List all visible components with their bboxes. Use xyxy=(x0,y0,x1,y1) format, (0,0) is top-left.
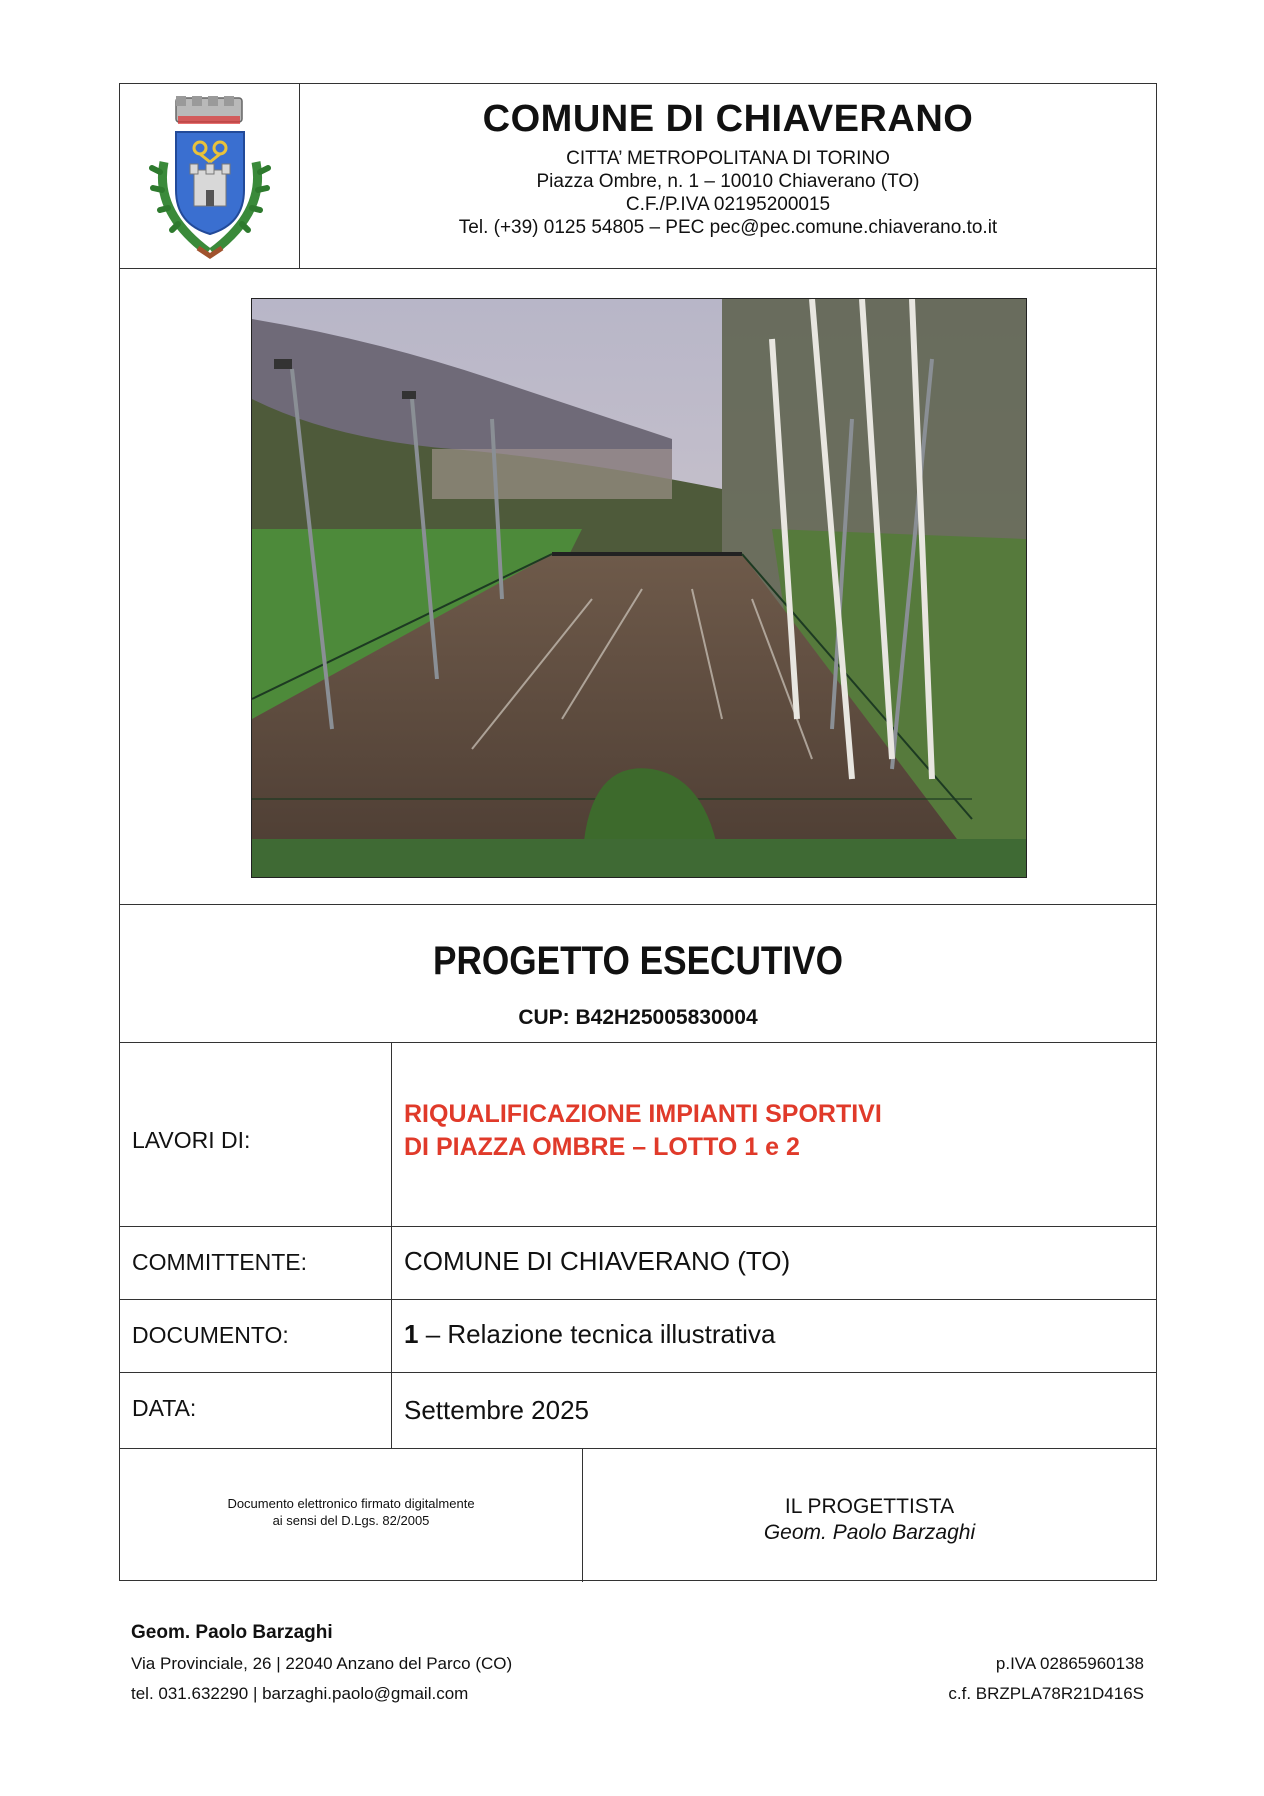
data-value: Settembre 2025 xyxy=(404,1395,590,1425)
documento-value-cell xyxy=(392,1300,1156,1372)
designer-cell xyxy=(583,1449,1156,1582)
designer-role: IL PROGETTISTA xyxy=(784,1495,955,1518)
header-row xyxy=(120,84,1156,268)
documento-label: DOCUMENTO: xyxy=(132,1322,289,1348)
documento-value xyxy=(404,1319,775,1350)
project-title: PROGETTO ESECUTIVO xyxy=(432,939,844,983)
documento-title: – Relazione tecnica illustrativa xyxy=(418,1319,776,1349)
signature-note-line-1: Documento elettronico firmato digitalmente xyxy=(227,1496,475,1511)
address-line: Piazza Ombre, n. 1 – 10010 Chiaverano (TO) xyxy=(536,171,920,192)
lavori-row xyxy=(120,1042,1156,1226)
signature-note-line-2: ai sensi del D.Lgs. 82/2005 xyxy=(272,1513,430,1528)
municipal-crest-icon xyxy=(148,92,272,260)
footer-contacts: tel. 031.632290 | barzaghi.paolo@gmail.com xyxy=(131,1684,469,1703)
data-value-cell xyxy=(392,1373,1156,1448)
sports-field-photo xyxy=(251,298,1027,878)
tax-id-line: C.F./P.IVA 02195200015 xyxy=(625,194,831,215)
lavori-label-cell xyxy=(120,1043,392,1226)
lavori-line-1: RIQUALIFICAZIONE IMPIANTI SPORTIVI xyxy=(404,1100,882,1128)
contacts-line: Tel. (+39) 0125 54805 – PEC pec@pec.comune.chiaverano.to.it xyxy=(458,217,998,238)
lavori-value xyxy=(404,1098,882,1164)
document-frame xyxy=(119,83,1157,1581)
crest-cell xyxy=(120,84,300,268)
committente-value: COMUNE DI CHIAVERANO (TO) xyxy=(404,1246,791,1276)
lavori-label: LAVORI DI: xyxy=(132,1127,251,1153)
municipality-name: COMUNE DI CHIAVERANO xyxy=(482,98,974,140)
data-row xyxy=(120,1372,1156,1448)
committente-value-cell xyxy=(392,1227,1156,1299)
footer-cf: c.f. BRZPLA78R21D416S xyxy=(948,1684,1144,1703)
data-label-cell xyxy=(120,1373,392,1448)
region-line: CITTA’ METROPOLITANA DI TORINO xyxy=(566,148,890,169)
footer-piva: p.IVA 02865960138 xyxy=(995,1654,1144,1673)
data-label: DATA: xyxy=(132,1395,197,1421)
footer-name: Geom. Paolo Barzaghi xyxy=(131,1622,333,1643)
lavori-value-cell xyxy=(392,1043,1156,1226)
photo-row xyxy=(120,268,1156,904)
header-text xyxy=(300,84,1156,268)
documento-label-cell xyxy=(120,1300,392,1372)
committente-label: COMMITTENTE: xyxy=(132,1249,308,1275)
cup-code: CUP: B42H25005830004 xyxy=(518,1006,758,1029)
title-row xyxy=(120,904,1156,1042)
documento-number: 1 xyxy=(404,1319,419,1349)
committente-row xyxy=(120,1226,1156,1299)
digital-signature-note xyxy=(120,1449,583,1582)
lavori-line-2: DI PIAZZA OMBRE – LOTTO 1 e 2 xyxy=(404,1133,800,1161)
signature-row xyxy=(120,1448,1156,1582)
documento-row xyxy=(120,1299,1156,1372)
footer-address: Via Provinciale, 26 | 22040 Anzano del Parco (CO) xyxy=(131,1654,513,1673)
designer-name: Geom. Paolo Barzaghi xyxy=(763,1521,976,1544)
committente-label-cell xyxy=(120,1227,392,1299)
